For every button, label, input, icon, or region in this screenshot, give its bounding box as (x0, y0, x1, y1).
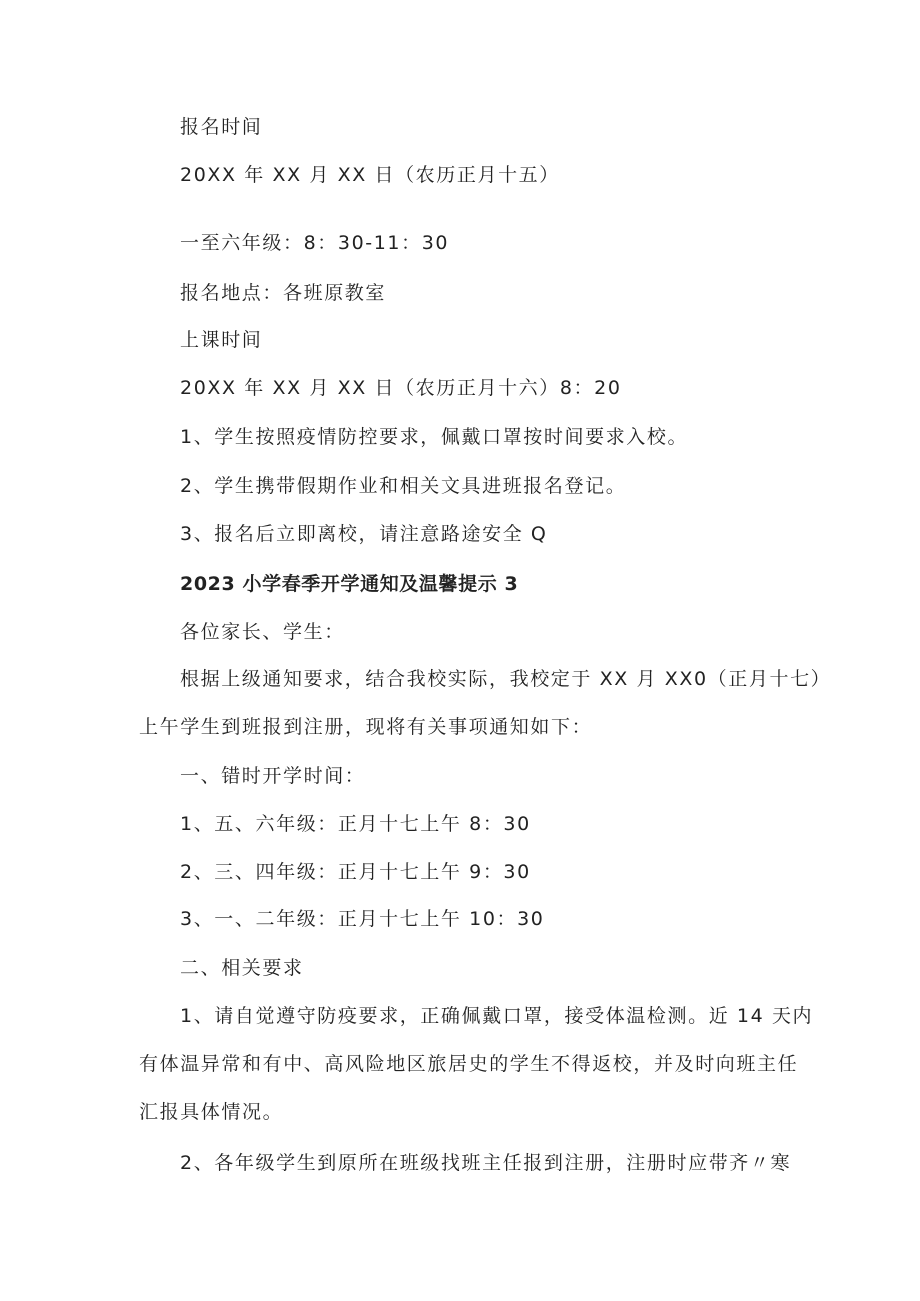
paragraph-line: 1、请自觉遵守防疫要求，正确佩戴口罩，接受体温检测。近 14 天内 (180, 1005, 814, 1027)
list-item: 2、学生携带假期作业和相关文具进班报名登记。 (180, 475, 627, 497)
section-label-class-time: 上课时间 (180, 329, 263, 351)
salutation: 各位家长、学生： (180, 621, 345, 643)
class-start-date: 20XX 年 XX 月 XX 日（农历正月十六）8：20 (180, 377, 622, 399)
section-label-registration-time: 报名时间 (180, 116, 263, 138)
list-item: 3、报名后立即离校，请注意路途安全 Q (180, 523, 548, 545)
subsection-heading: 一、错时开学时间： (180, 765, 366, 787)
subsection-heading: 二、相关要求 (180, 957, 304, 979)
paragraph-line: 汇报具体情况。 (139, 1101, 284, 1123)
registration-hours: 一至六年级：8：30-11：30 (180, 232, 450, 254)
section-heading: 2023 小学春季开学通知及温馨提示 3 (180, 573, 519, 595)
list-item: 3、一、二年级：正月十七上午 10：30 (180, 908, 545, 930)
paragraph-line: 根据上级通知要求，结合我校实际，我校定于 XX 月 XX0（正月十七） (180, 668, 832, 690)
paragraph-line: 2、各年级学生到原所在班级找班主任报到注册，注册时应带齐〃寒 (180, 1152, 792, 1174)
list-item: 1、五、六年级：正月十七上午 8：30 (180, 813, 531, 835)
registration-date: 20XX 年 XX 月 XX 日（农历正月十五） (180, 164, 560, 186)
paragraph-line: 上午学生到班报到注册，现将有关事项通知如下： (139, 716, 593, 738)
list-item: 1、学生按照疫情防控要求，佩戴口罩按时间要求入校。 (180, 426, 689, 448)
list-item: 2、三、四年级：正月十七上午 9：30 (180, 861, 531, 883)
paragraph-line: 有体温异常和有中、高风险地区旅居史的学生不得返校，并及时向班主任 (139, 1053, 799, 1075)
registration-location: 报名地点：各班原教室 (180, 282, 387, 304)
